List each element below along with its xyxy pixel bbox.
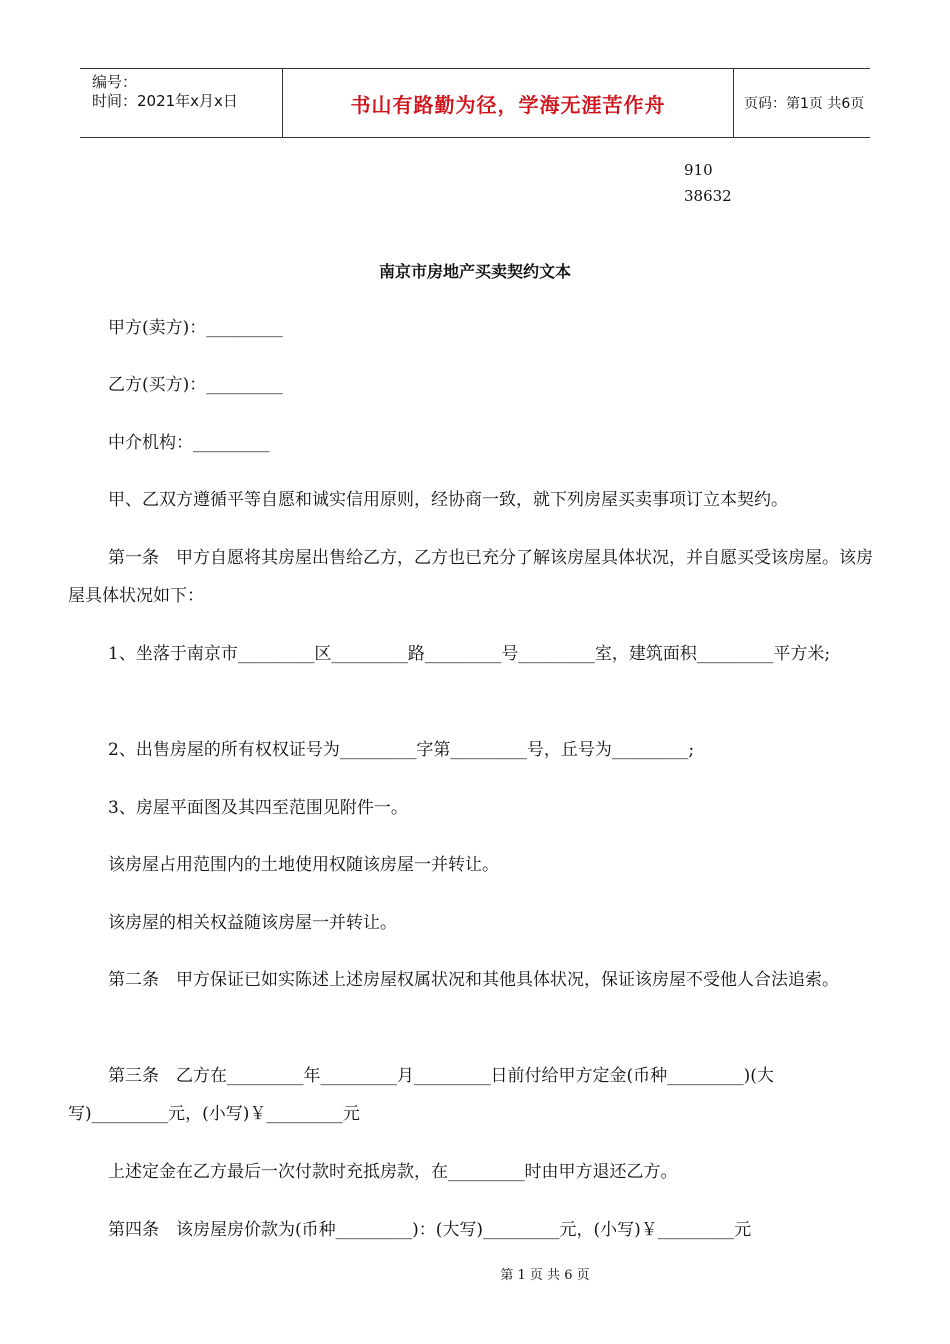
party-b-line xyxy=(68,366,874,404)
paragraph: 甲、乙双方遵循平等自愿和诚实信用原则，经协商一致，就下列房屋买卖事项订立本契约。 xyxy=(108,490,788,510)
item-3 xyxy=(68,789,874,827)
paragraph: 甲方(卖方)：_________ xyxy=(108,318,283,338)
paragraph: 第四条 该房屋房价款为(币种_________)：(大写)_________元，(小写)￥_________元 xyxy=(108,1220,752,1240)
date-label: 时间：2021年x月x日 xyxy=(92,92,238,110)
page-footer: 第 1 页 共 6 页 xyxy=(500,1268,590,1283)
paragraph: 1、坐落于南京市_________区_________路_________号_________室，建筑面积_________平方米; xyxy=(108,644,831,664)
paragraph: 该房屋的相关权益随该房屋一并转让。 xyxy=(108,913,397,933)
paragraph: 上述定金在乙方最后一次付款时充抵房款，在_________时由甲方退还乙方。 xyxy=(108,1162,678,1182)
paragraph: 中介机构：_________ xyxy=(108,433,270,453)
rights-note xyxy=(68,904,874,942)
article-1 xyxy=(68,539,874,615)
number-label: 编号： xyxy=(92,73,138,91)
paragraph: 第三条 乙方在_________年_________月_________日前付给甲方定金(币种_________)(大写)_________元，(小写)￥_________元 xyxy=(68,1066,774,1124)
item-2 xyxy=(68,731,874,769)
header-motto-cell xyxy=(282,69,734,137)
article-2 xyxy=(68,961,874,999)
document-title: 南京市房地产买卖契约文本 xyxy=(378,262,571,281)
header-page-info xyxy=(734,69,870,137)
paragraph: 第二条 甲方保证已如实陈述上述房屋权属状况和其他具体状况，保证该房屋不受他人合法追索。 xyxy=(108,970,839,990)
item-1 xyxy=(68,635,874,673)
motto-text: 书山有路勤为径，学海无涯苦作舟 xyxy=(350,92,666,117)
header-meta xyxy=(80,69,282,137)
preamble xyxy=(68,481,874,519)
paragraph: 3、房屋平面图及其四至范围见附件一。 xyxy=(108,798,408,818)
agency-line xyxy=(68,424,874,462)
article-3 xyxy=(68,1057,874,1133)
land-use-note xyxy=(68,846,874,884)
paragraph: 第一条 甲方自愿将其房屋出售给乙方，乙方也已充分了解该房屋具体状况，并自愿买受该房屋。该房屋具体状况如下： xyxy=(68,548,873,606)
paragraph: 2、出售房屋的所有权权证号为_________字第_________号，丘号为_________; xyxy=(108,740,695,760)
party-a-line xyxy=(68,309,874,347)
paragraph: 乙方(买方)：_________ xyxy=(108,375,283,395)
deposit-note xyxy=(68,1153,874,1191)
page-info-text: 页码：第1页 共6页 xyxy=(744,96,865,112)
document-header xyxy=(80,68,870,138)
side-number-1: 910 xyxy=(684,161,713,179)
article-4 xyxy=(68,1211,874,1249)
side-number-2: 38632 xyxy=(684,187,732,205)
paragraph: 该房屋占用范围内的土地使用权随该房屋一并转让。 xyxy=(108,855,499,875)
